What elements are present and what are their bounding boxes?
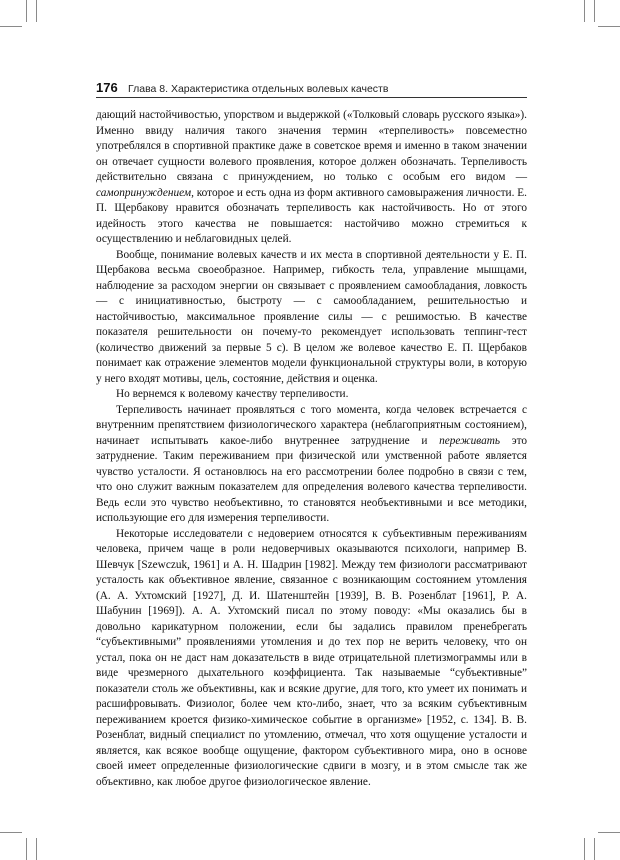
- paragraph: дающий настойчивостью, упорством и выдержкой («Толковый словарь русского языка»). Именно ввиду наличия такого значения термин «терпеливость» повсеместно употреблялся в спортивной практике даже в советское время и именно в таком значении он отвечает сущности волевого проявления, которое должен обозначать. Терпеливость действительно связана с принуждением, но только с особым его видом — самопринуждением, которое и есть одна из форм активного самовыражения личности. Е. П. Щербакову нравится обозначать терпеливость как настойчивость. Но от этого идейность этого качества не повышается: настойчиво можно стремиться к осуществлению и неблаговидных целей.: [96, 109, 527, 245]
- emphasis-text: переживать: [439, 434, 501, 447]
- emphasis-text: самопринуждением,: [96, 186, 194, 199]
- crop-mark-top-left: [26, 0, 27, 22]
- header-rule: [96, 97, 527, 98]
- crop-mark-top-right: [584, 0, 585, 22]
- crop-mark-bottom-right: [584, 838, 585, 860]
- crop-mark-bottom-right: [594, 838, 595, 860]
- paragraph: Но вернемся к волевому качеству терпеливости.: [116, 388, 349, 400]
- crop-mark-top-left: [36, 0, 37, 22]
- paragraph: Терпеливость начинает проявляться с того момента, когда человек встречается с внутренним препятствием физиологического характера (неблагоприятным состоянием), начинает испытывать какое-либо внутреннее затруднение и переживать это затруднение. Таким переживанием при физической или умственной работе является чувство усталости. Я остановлюсь на его рассмотрении более подробно в связи с тем, что оно служит важным показателем для определения волевого качества терпеливости. Ведь если это чувство необъективно, то становятся необъективными и все методики, использующие его для измерения терпеливости.: [96, 403, 528, 524]
- crop-mark-top-left: [0, 26, 22, 27]
- paragraph: Некоторые исследователи с недоверием относятся к субъективным переживаниям человека, причем чаще в роли недоверчивых оказываются психологи, например В. Шевчук [Szewczuk, 1961] и А. Н. Шадрин [1982]. Между тем физиологи рассматривают усталость как объективное явление, связанное с возникающим состоянием утомления (А. А. Ухтомский [1927], Д. И. Шатенштейн [1939], В. В. Розенблат [1961], Р. А. Шабунин [1969]). А. А. Ухтомский писал по этому поводу: «Мы оказались бы в довольно карикатурном положении, если бы задались правилом пренебрегать “субъективными” проявлениями утомления и до тех пор не верить человеку, что он устал, пока он не даст нам доказательств в виде отрицательной плетизмограммы или в виде чрезмерного дыхательного коэффициента. Так называемые “субъективные” показатели столь же объективны, как и всякие другие, для того, кто умеет их понимать и расшифровывать. Физиолог, более чем кто-либо, знает, что за всяким субъективным переживанием кроется физико-химическое событие в организме» [1952, с. 134]. В. В. Розенблат, видный специалист по утомлению, отмечал, что хотя ощущение усталости и является, как всякое вообще ощущение, фактором субъективного мира, оно в основе своей имеет определенные физиологические сдвиги в мозгу, и в этом смысле так же объективно, как любое другое физиологическое явление.: [96, 527, 527, 788]
- page-number: 176: [96, 80, 118, 95]
- crop-mark-bottom-left: [36, 838, 37, 860]
- running-header: [96, 80, 526, 96]
- crop-mark-bottom-left: [26, 838, 27, 860]
- body-text: [96, 108, 527, 790]
- crop-mark-top-right: [598, 26, 620, 27]
- crop-mark-bottom-right: [598, 832, 620, 833]
- paragraph: Вообще, понимание волевых качеств и их места в спортивной деятельности у Е. П. Щербакова весьма своеобразное. Например, гибкость тела, управление мышцами, наблюдение за расходом энергии он связывает с проявлением самообладания, ловкость — с инициативностью, быстроту — с самообладанием, решительностью и настойчивостью, максимальное проявление силы — с решимостью. В качестве показателя решительности он почему-то рекомендует использовать теппинг-тест (количество движений за первые 5 с). В целом же волевое качество Е. П. Щербаков понимает как отражение элементов модели функциональной структуры воли, в которую у него входят мотивы, цель, состояние, действия и оценка.: [96, 248, 527, 385]
- chapter-title: Глава 8. Характеристика отдельных волевых качеств: [128, 83, 389, 95]
- crop-mark-bottom-left: [0, 832, 22, 833]
- crop-mark-top-right: [594, 0, 595, 22]
